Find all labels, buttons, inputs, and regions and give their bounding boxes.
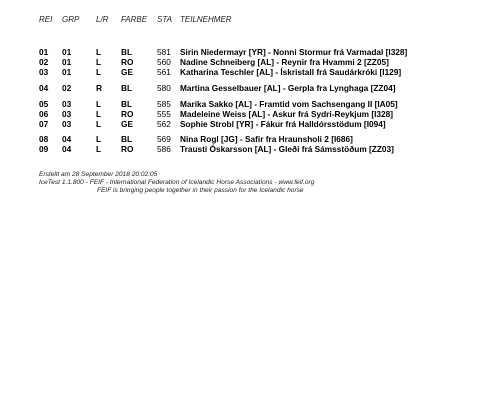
group-block bbox=[0, 47, 495, 77]
cell-lr: L bbox=[96, 144, 102, 154]
cell-rei: 08 bbox=[39, 134, 49, 144]
feif-slogan: FEIF is bringing people together in their passion for the Icelandic horse bbox=[97, 187, 304, 195]
cell-grp: 03 bbox=[62, 119, 72, 129]
cell-rei: 05 bbox=[39, 99, 49, 109]
cell-farbe: RO bbox=[121, 144, 134, 154]
document-footer bbox=[39, 171, 479, 196]
cell-teilnehmer: Trausti Óskarsson [AL] - Gleði frá Sámsstöðum [ZZ03] bbox=[180, 144, 394, 154]
cell-farbe: BL bbox=[121, 134, 133, 144]
table-row bbox=[0, 134, 495, 144]
table-row bbox=[0, 47, 495, 57]
cell-sta: 555 bbox=[157, 109, 171, 119]
table-row bbox=[0, 99, 495, 109]
cell-sta: 562 bbox=[157, 119, 171, 129]
cell-farbe: RO bbox=[121, 57, 134, 67]
cell-lr: L bbox=[96, 109, 102, 119]
cell-sta: 581 bbox=[157, 47, 171, 57]
cell-farbe: BL bbox=[121, 99, 133, 109]
cell-grp: 01 bbox=[62, 57, 72, 67]
group-block bbox=[0, 134, 495, 154]
cell-rei: 02 bbox=[39, 57, 49, 67]
cell-teilnehmer: Katharina Teschler [AL] - Ískristall frá Saudárkróki [I129] bbox=[180, 67, 402, 77]
cell-farbe: BL bbox=[121, 47, 133, 57]
cell-grp: 04 bbox=[62, 134, 72, 144]
cell-grp: 01 bbox=[62, 67, 72, 77]
cell-teilnehmer: Madeleine Weiss [AL] - Askur frá Sydri-Reykjum [I328] bbox=[180, 109, 394, 119]
cell-teilnehmer: Sophie Strobl [YR] - Fákur frá Halldórsstödum [I094] bbox=[180, 119, 386, 129]
table-row bbox=[0, 57, 495, 67]
cell-grp: 04 bbox=[62, 144, 72, 154]
group-block bbox=[0, 99, 495, 129]
cell-grp: 01 bbox=[62, 47, 72, 57]
cell-grp: 03 bbox=[62, 99, 72, 109]
cell-farbe: RO bbox=[121, 109, 134, 119]
cell-lr: L bbox=[96, 47, 102, 57]
cell-teilnehmer: Nadine Schneiberg [AL] - Reynir fra Hvammi 2 [ZZ05] bbox=[180, 57, 389, 67]
cell-sta: 560 bbox=[157, 57, 171, 67]
cell-rei: 07 bbox=[39, 119, 49, 129]
cell-rei: 01 bbox=[39, 47, 49, 57]
cell-lr: R bbox=[96, 83, 102, 93]
cell-sta: 569 bbox=[157, 134, 171, 144]
cell-sta: 586 bbox=[157, 144, 171, 154]
cell-rei: 04 bbox=[39, 83, 49, 93]
header-sta: STA bbox=[157, 15, 172, 24]
cell-teilnehmer: Marika Sakko [AL] - Framtid vom Sachsengang II [IA05] bbox=[180, 99, 398, 109]
header-farbe: FARBE bbox=[121, 15, 148, 24]
cell-rei: 09 bbox=[39, 144, 49, 154]
cell-farbe: BL bbox=[121, 83, 133, 93]
cell-teilnehmer: Nina Rogl [JG] - Safir fra Hraunsholi 2 [I686] bbox=[180, 134, 353, 144]
created-timestamp: Erstellt am 28 September 2018 20:02:05 bbox=[39, 171, 158, 178]
cell-grp: 02 bbox=[62, 83, 72, 93]
cell-sta: 561 bbox=[157, 67, 171, 77]
cell-rei: 06 bbox=[39, 109, 49, 119]
cell-lr: L bbox=[96, 134, 102, 144]
cell-lr: L bbox=[96, 119, 102, 129]
cell-farbe: GE bbox=[121, 119, 133, 129]
cell-sta: 580 bbox=[157, 83, 171, 93]
header-teilnehmer: TEILNEHMER bbox=[180, 15, 232, 24]
cell-farbe: GE bbox=[121, 67, 133, 77]
cell-lr: L bbox=[96, 99, 102, 109]
software-credit: IceTest 1.1.800 - FEIF - International Federation of Icelandic Horse Associations - www.feif.org bbox=[39, 179, 315, 187]
column-header-row bbox=[0, 15, 495, 29]
cell-grp: 03 bbox=[62, 109, 72, 119]
header-lr: L/R bbox=[96, 15, 109, 24]
table-row bbox=[0, 67, 495, 77]
table-row bbox=[0, 144, 495, 154]
header-rei: REI bbox=[39, 15, 53, 24]
cell-rei: 03 bbox=[39, 67, 49, 77]
cell-sta: 585 bbox=[157, 99, 171, 109]
cell-lr: L bbox=[96, 57, 102, 67]
cell-teilnehmer: Martina Gesselbauer [AL] - Gerpla fra Lynghaga [ZZ04] bbox=[180, 83, 396, 93]
table-row bbox=[0, 119, 495, 129]
cell-teilnehmer: Sirin Niedermayr [YR] - Nonni Stormur frá Varmadal [I328] bbox=[180, 47, 408, 57]
table-row bbox=[0, 109, 495, 119]
group-block bbox=[0, 83, 495, 93]
header-grp: GRP bbox=[62, 15, 80, 24]
table-row bbox=[0, 83, 495, 93]
cell-lr: L bbox=[96, 67, 102, 77]
